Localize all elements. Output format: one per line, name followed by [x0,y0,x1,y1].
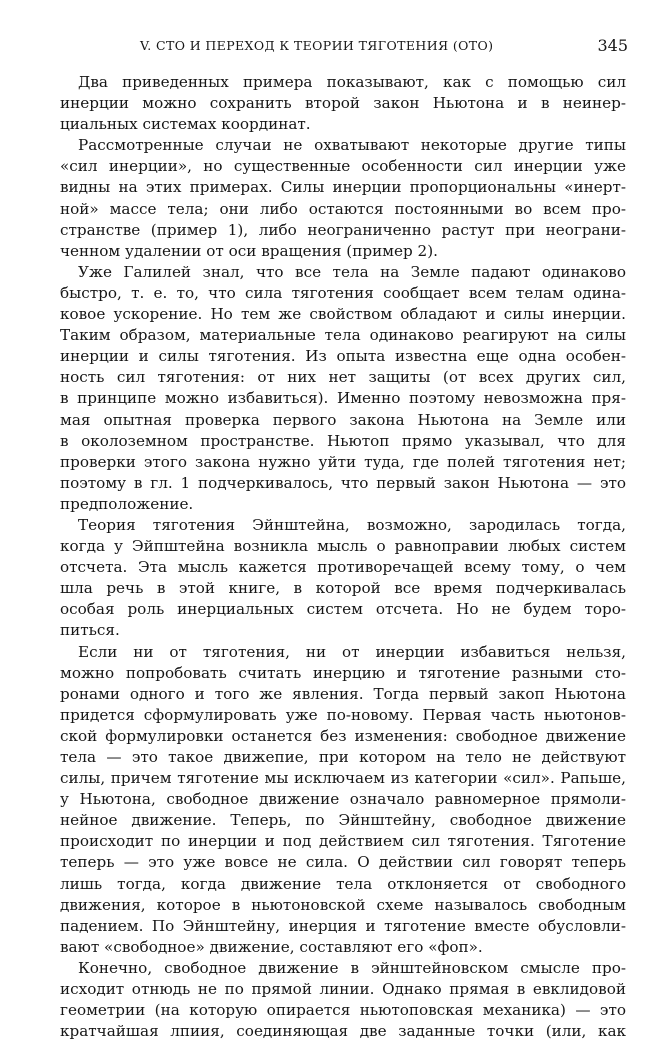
text-line: кратчайшая лпиия, соединяющая две заданные точки (или, как [60,1022,626,1041]
text-line: придется сформулировать уже по-новому. Первая часть ньютонов- [60,705,626,724]
text-line: Теория тяготения Эйнштейна, возможно, зародилась тогда, [78,515,626,534]
text-line: у Ньютона, свободное движение означало равномерное прямоли- [60,790,626,809]
text-line: поэтому в гл. 1 подчеркивалось, что первый закон Ньютона — это [60,473,626,492]
text-line: в околоземном пространстве. Ньютоп прямо указывал, что для [60,431,626,450]
text-line: ность сил тяготения: от них нет защиты (от всех других сил, [60,368,626,387]
text-line: ской формулировки останется без изменения: свободное движение [60,726,626,745]
text-line: движения, которое в ньютоновской схеме называлось свободным [60,895,626,914]
text-line: шла речь в этой книге, в которой все время подчеркивалась [60,579,626,598]
text-line: Два приведенных примера показывают, как с помощью сил [78,73,626,91]
text-line: Если ни от тяготения, ни от инерции избавиться нельзя, [78,642,626,661]
text-line: ковое ускорение. Но тем же свойством обладают и силы инерции. [60,305,626,324]
text-line: видны на этих примерах. Силы инерции пропорциональны «инерт- [60,178,626,197]
text-line: геометрии (на которую опирается ньютоповская механика) — это [60,1001,626,1020]
text-line: тела — это такое движепие, при котором на тело не действуют [60,748,626,766]
page-number: 345 [597,36,628,55]
body-text [60,72,626,1042]
text-line: исходит отнюдь не по прямой линии. Однако прямая в евклидовой [60,980,626,999]
text-line: отсчета. Эта мысль кажется противоречащей всему тому, о чем [60,558,626,577]
text-line: «сил инерции», но существенные особенности сил инерции уже [60,157,626,176]
text-line: в принципе можно избавиться). Именно поэтому невозможна пря- [60,389,626,408]
text-line: быстро, т. е. то, что сила тяготения сообщает всем телам одина- [60,283,626,302]
text-line: падением. По Эйнштейну, инерция и тяготение вместе обусловли- [60,916,626,935]
text-line: ной» массе тела; они либо остаются постоянными во всем про- [60,199,626,218]
text-line: Рассмотренные случаи не охватывают некоторые другие типы [78,136,626,155]
running-head: V. СТО И ПЕРЕХОД К ТЕОРИИ ТЯГОТЕНИЯ (ОТО) [140,38,494,53]
text-line: Конечно, свободное движение в эйнштейновском смысле про- [78,958,626,977]
text-line: инерции можно сохранить второй закон Ньютона и в неинер- [60,94,626,113]
text-line: можно попробовать считать инерцию и тяготение разными сто- [60,663,626,682]
text-line: питься. [60,621,120,640]
text-line: особая роль инерциальных систем отсчета. Но не будем торо- [60,600,626,619]
text-line: странстве (пример 1), либо неограниченно растут при неограни- [60,220,626,239]
text-line: предположение. [60,494,194,513]
text-line: Таким образом, материальные тела одинаково реагируют на силы [60,326,626,345]
text-line: нейное движение. Теперь, по Эйнштейну, свободное движение [60,811,626,830]
text-line: циальных системах координат. [60,115,311,134]
text-line: Уже Галилей знал, что все тела на Земле падают одинаково [78,262,626,281]
text-line: проверки этого закона нужно уйти туда, где полей тяготения нет; [60,452,626,471]
text-line: силы, причем тяготение мы исключаем из категории «сил». Рапьше, [60,769,626,788]
text-line: вают «свободное» движение, составляют его «фоп». [60,937,483,956]
text-line: происходит по инерции и под действием сил тяготения. Тяготение [60,832,626,851]
text-line: теперь — это уже вовсе не сила. О действии сил говорят теперь [60,853,626,872]
text-line: мая опытная проверка первого закона Ньютона на Земле или [60,410,626,429]
text-line: инерции и силы тяготения. Из опыта известна еще одна особен- [60,347,626,366]
text-line: ронами одного и того же явления. Тогда первый закоп Ньютона [60,684,626,703]
text-line: когда у Эйпштейна возникла мысль о равноправии любых систем [60,537,626,556]
text-line: лишь тогда, когда движение тела отклоняется от свободного [60,874,626,893]
text-line: ченном удалении от оси вращения (пример 2). [60,241,438,260]
